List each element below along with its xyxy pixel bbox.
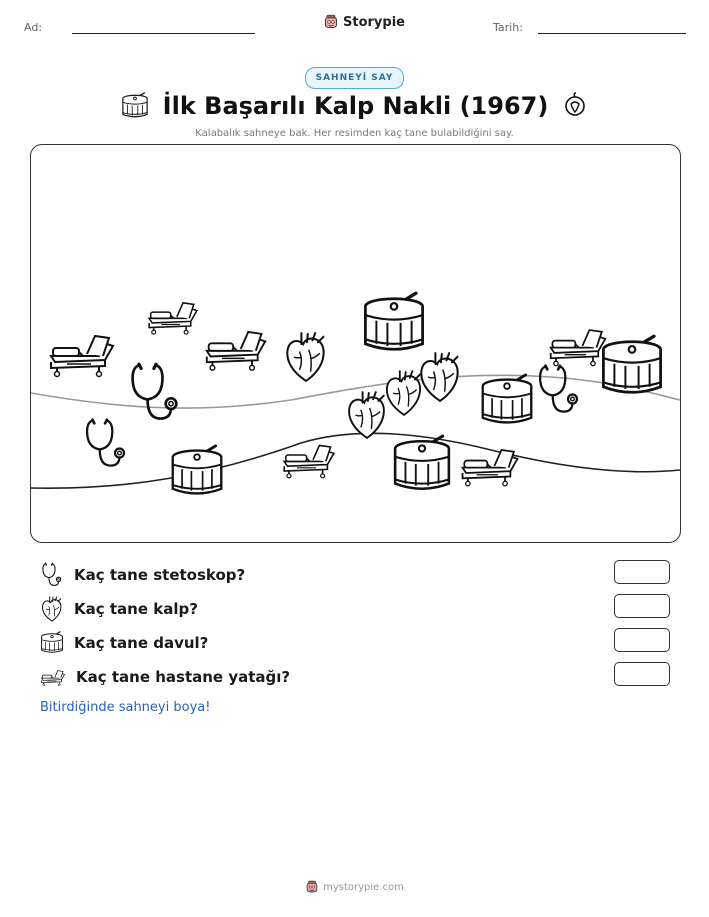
answer-box-drum[interactable] — [614, 628, 670, 652]
coloring-note: Bitirdiğinde sahneyi boya! — [40, 700, 211, 715]
heart-emblem-icon — [562, 92, 588, 120]
question-list — [40, 558, 672, 694]
question-row — [40, 592, 672, 626]
question-row — [40, 558, 672, 592]
heart-icon — [40, 596, 64, 622]
question-row — [40, 660, 672, 694]
drum-icon — [483, 375, 532, 423]
stethoscope-icon — [87, 420, 124, 466]
scene-drawing — [31, 145, 680, 542]
hospital-bed-icon — [149, 303, 197, 334]
drum-icon — [173, 446, 222, 494]
heart-icon — [287, 333, 323, 381]
stethoscope-icon — [540, 366, 577, 412]
hospital-bed-icon — [207, 332, 265, 370]
question-text: Kaç tane kalp? — [74, 600, 198, 618]
question-text: Kaç tane hastane yatağı? — [76, 668, 291, 686]
name-line[interactable] — [72, 33, 255, 34]
drum-icon — [603, 336, 660, 392]
page-subtitle: Kalabalık sahneye bak. Her resimden kaç tane bulabildiğini say. — [195, 128, 514, 139]
heart-icon — [387, 371, 420, 415]
counting-scene — [30, 144, 681, 543]
date-label: Tarih: — [493, 21, 523, 34]
answer-box-hospital-bed[interactable] — [614, 662, 670, 686]
question-text: Kaç tane davul? — [74, 634, 209, 652]
stethoscope-icon — [40, 562, 64, 588]
storypie-mascot-icon — [305, 880, 319, 894]
stethoscope-icon — [133, 364, 177, 418]
question-text: Kaç tane stetoskop? — [74, 566, 246, 584]
activity-badge: SAHNEYİ SAY — [305, 67, 405, 89]
brand-logo — [323, 14, 405, 30]
page-title: İlk Başarılı Kalp Nakli (1967) — [162, 92, 549, 120]
hospital-bed-icon — [40, 665, 66, 689]
drum-icon — [365, 293, 422, 349]
site-url[interactable]: mystorypie.com — [323, 881, 404, 893]
date-line[interactable] — [538, 33, 686, 34]
heart-icon — [349, 392, 384, 438]
footer-brand — [305, 880, 404, 894]
storypie-mascot-icon — [323, 14, 339, 30]
question-row — [40, 626, 672, 660]
answer-box-heart[interactable] — [614, 594, 670, 618]
hospital-bed-icon — [463, 450, 518, 486]
brand-name: Storypie — [343, 14, 405, 30]
answer-box-stethoscope[interactable] — [614, 560, 670, 584]
drum-icon — [395, 436, 449, 489]
drum-icon — [121, 92, 149, 120]
hospital-bed-icon — [551, 330, 606, 366]
hospital-bed-icon — [284, 445, 334, 477]
hospital-bed-icon — [51, 336, 113, 377]
heart-icon — [421, 353, 457, 401]
drum-icon — [40, 630, 64, 656]
name-label: Ad: — [24, 21, 43, 34]
